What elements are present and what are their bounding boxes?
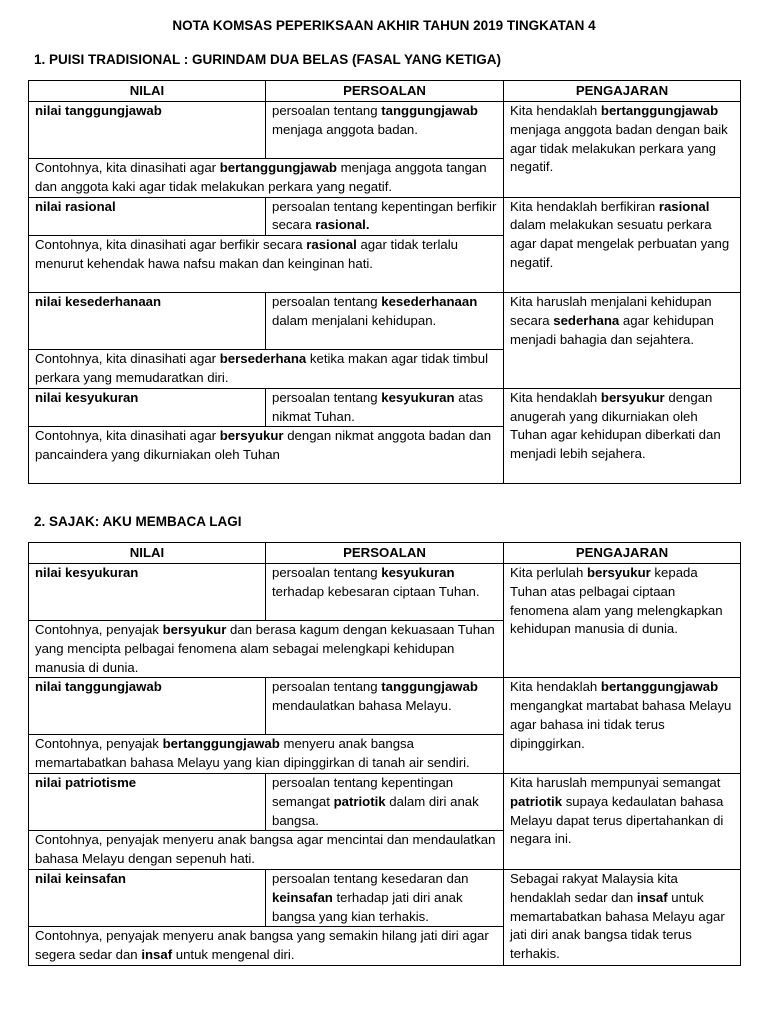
nilai-cell: nilai rasional — [29, 197, 266, 236]
emphasis-text: bersyukur — [219, 428, 284, 444]
emphasis-text: bertanggungjawab — [600, 103, 719, 118]
header-nilai: NILAI — [29, 543, 266, 564]
value-row — [29, 197, 741, 236]
emphasis-text: rasional — [658, 198, 710, 214]
nilai-cell: nilai kesyukuran — [29, 564, 266, 621]
emphasis-text: insaf — [141, 947, 173, 963]
contoh-cell: Contohnya, penyajak menyeru anak bangsa agar mencintai dan mendaulatkan bahasa Melayu dengan sepenuh hati. — [29, 831, 504, 870]
nilai-cell: nilai tanggungjawab — [29, 678, 266, 735]
header-nilai: NILAI — [29, 81, 266, 102]
nilai-cell: nilai patriotisme — [29, 773, 266, 830]
persoalan-cell: persoalan tentang kepentingan berfikir secara rasional. — [266, 197, 504, 236]
value-row — [29, 293, 741, 350]
section-2-table — [28, 542, 741, 966]
header-pengajaran: PENGAJARAN — [504, 543, 741, 564]
emphasis-text: kesederhanaan — [381, 294, 478, 310]
pengajaran-cell: Kita perlulah bersyukur kepada Tuhan atas pelbagai ciptaan fenomena alam yang melengkapkan kehidupan manusia di dunia. — [504, 564, 741, 678]
contoh-cell: Contohnya, penyajak bersyukur dan berasa kagum dengan kekuasaan Tuhan yang mencipta pelbagai fenomena alam sebagai melengkapi kehidupan manusia di dunia. — [29, 621, 504, 678]
persoalan-cell: persoalan tentang tanggungjawab mendaulatkan bahasa Melayu. — [266, 678, 504, 735]
pengajaran-cell: Kita haruslah mempunyai semangat patriotik supaya kedaulatan bahasa Melayu dapat terus dipertahankan di negara ini. — [504, 773, 741, 869]
emphasis-text: patriotik — [333, 793, 386, 809]
nilai-cell: nilai keinsafan — [29, 869, 266, 926]
pengajaran-cell: Kita haruslah menjalani kehidupan secara sederhana agar kehidupan menjadi bahagia dan sejahtera. — [504, 293, 741, 389]
value-row — [29, 564, 741, 621]
contoh-cell: Contohnya, penyajak bertanggungjawab menyeru anak bangsa memartabatkan bahasa Melayu yang kian dipinggirkan di tanah air sendiri. — [29, 735, 504, 774]
emphasis-text: rasional. — [315, 217, 370, 233]
emphasis-text: bersederhana — [219, 351, 307, 367]
emphasis-text: keinsafan — [272, 889, 333, 905]
persoalan-cell: persoalan tentang kesedaran dan keinsafan terhadap jati diri anak bangsa yang kian terhakis. — [266, 869, 504, 926]
emphasis-text: bersyukur — [586, 565, 651, 580]
emphasis-text: bertanggungjawab — [162, 736, 280, 752]
persoalan-cell: persoalan tentang kesyukuran atas nikmat Tuhan. — [266, 388, 504, 427]
contoh-cell: Contohnya, penyajak menyeru anak bangsa yang semakin hilang jati diri agar segera sedar dan insaf untuk mengenal diri. — [29, 927, 504, 966]
header-persoalan: PERSOALAN — [266, 543, 504, 564]
emphasis-text: bertanggungjawab — [219, 160, 337, 175]
nilai-cell: nilai kesederhanaan — [29, 293, 266, 350]
emphasis-text: tanggungjawab — [381, 679, 478, 695]
section-2-heading: 2. SAJAK: AKU MEMBACA LAGI — [34, 514, 242, 529]
table-header-row — [29, 81, 741, 102]
emphasis-text: patriotik — [510, 793, 563, 809]
pengajaran-cell: Kita hendaklah berfikiran rasional dalam melakukan sesuatu perkara agar dapat mengelak perbuatan yang negatif. — [504, 197, 741, 293]
pengajaran-cell: Kita hendaklah bertanggungjawab menjaga anggota badan dengan baik agar tidak melakukan perkara yang negatif. — [504, 102, 741, 198]
header-persoalan: PERSOALAN — [266, 81, 504, 102]
contoh-cell: Contohnya, kita dinasihati agar bertanggungjawab menjaga anggota tangan dan anggota kaki agar tidak melakukan perkara yang negatif. — [29, 159, 504, 198]
emphasis-text: rasional — [306, 237, 357, 253]
table-header-row — [29, 543, 741, 564]
contoh-cell: Contohnya, kita dinasihati agar berfikir secara rasional agar tidak terlalu menurut kehendak hawa nafsu makan dan keinginan hati. — [29, 236, 504, 293]
persoalan-cell: persoalan tentang tanggungjawab menjaga anggota badan. — [266, 102, 504, 159]
document-title: NOTA KOMSAS PEPERIKSAAN AKHIR TAHUN 2019 TINGKATAN 4 — [172, 18, 596, 33]
nilai-cell: nilai tanggungjawab — [29, 102, 266, 159]
emphasis-text: sederhana — [553, 312, 620, 328]
emphasis-text: insaf — [636, 889, 668, 905]
section-1-heading: 1. PUISI TRADISIONAL : GURINDAM DUA BELAS (FASAL YANG KETIGA) — [34, 52, 502, 67]
value-row — [29, 869, 741, 926]
persoalan-cell: persoalan tentang kepentingan semangat patriotik dalam diri anak bangsa. — [266, 773, 504, 830]
persoalan-cell: persoalan tentang kesederhanaan dalam menjalani kehidupan. — [266, 293, 504, 350]
section-1-table — [28, 80, 741, 484]
emphasis-text: kesyukuran — [381, 389, 455, 405]
persoalan-cell: persoalan tentang kesyukuran terhadap kebesaran ciptaan Tuhan. — [266, 564, 504, 621]
header-pengajaran: PENGAJARAN — [504, 81, 741, 102]
value-row — [29, 678, 741, 735]
emphasis-text: bersyukur — [162, 622, 227, 637]
pengajaran-cell: Kita hendaklah bersyukur dengan anugerah yang dikurniakan oleh Tuhan agar kehidupan diberkati dan menjadi lebih sejahera. — [504, 388, 741, 484]
value-row — [29, 388, 741, 427]
value-row — [29, 773, 741, 830]
value-row — [29, 102, 741, 159]
emphasis-text: tanggungjawab — [381, 103, 478, 118]
nilai-cell: nilai kesyukuran — [29, 388, 266, 427]
contoh-cell: Contohnya, kita dinasihati agar bersederhana ketika makan agar tidak timbul perkara yang memudaratkan diri. — [29, 350, 504, 389]
pengajaran-cell: Kita hendaklah bertanggungjawab mengangkat martabat bahasa Melayu agar bahasa ini tidak terus dipinggirkan. — [504, 678, 741, 774]
contoh-cell: Contohnya, kita dinasihati agar bersyukur dengan nikmat anggota badan dan pancaindera yang dikurniakan oleh Tuhan — [29, 427, 504, 484]
emphasis-text: kesyukuran — [381, 565, 455, 580]
emphasis-text: bersyukur — [600, 389, 665, 405]
emphasis-text: bertanggungjawab — [600, 679, 719, 695]
pengajaran-cell: Sebagai rakyat Malaysia kita hendaklah sedar dan insaf untuk memartabatkan bahasa Melayu agar jati diri anak bangsa tidak terus terhakis. — [504, 869, 741, 965]
